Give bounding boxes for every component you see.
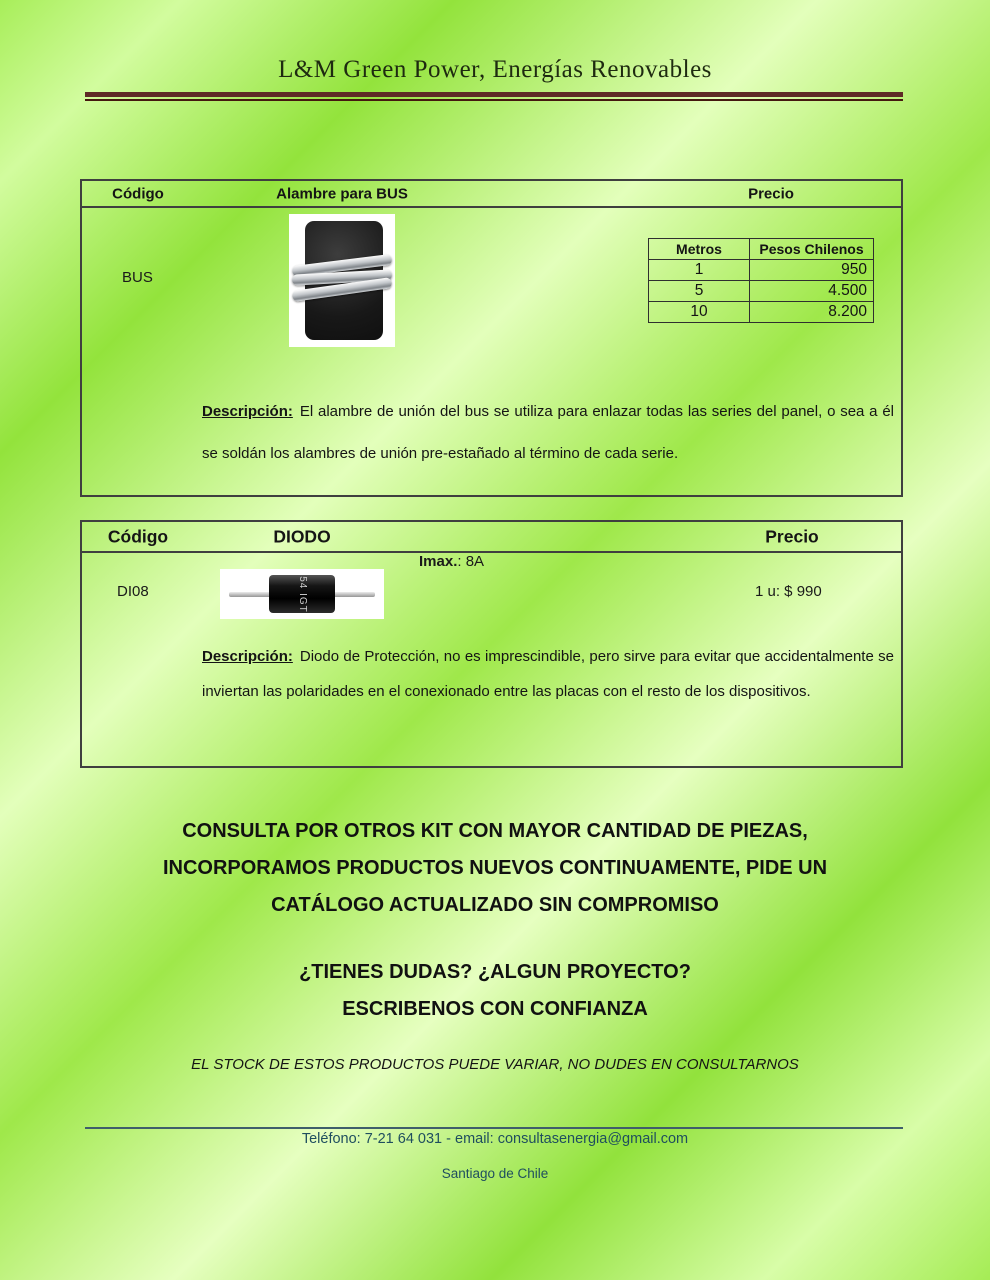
diodo-description	[202, 639, 894, 709]
diodo-table-header-row	[82, 522, 901, 553]
diode-photo	[220, 569, 384, 619]
price-col-metros: Metros	[649, 239, 750, 260]
price-cell-pesos: 950	[750, 260, 874, 281]
bus-description	[202, 391, 894, 475]
diodo-imax-spec	[419, 553, 484, 570]
price-cell-metros: 5	[649, 281, 750, 302]
diode-body	[269, 575, 335, 613]
price-cell-pesos: 4.500	[750, 281, 874, 302]
header-divider-thin-line	[85, 99, 903, 101]
description-label: Descripción:	[202, 403, 293, 420]
bus-header-precio: Precio	[748, 185, 794, 202]
imax-value: : 8A	[457, 553, 485, 570]
description-label: Descripción:	[202, 648, 293, 665]
promo-dudas-block	[0, 954, 990, 1028]
footer-divider	[85, 1127, 903, 1129]
promo-line: ESCRIBENOS CON CONFIANZA	[342, 998, 648, 1020]
price-cell-metros: 1	[649, 260, 750, 281]
stock-disclaimer: EL STOCK DE ESTOS PRODUCTOS PUEDE VARIAR, NO DUDES EN CONSULTARNOS	[191, 1056, 799, 1073]
diodo-price: 1 u: $ 990	[755, 583, 822, 600]
diodo-product-table	[80, 520, 903, 768]
promo-line: INCORPORAMOS PRODUCTOS NUEVOS CONTINUAMENTE, PIDE UN	[162, 857, 828, 879]
price-table-header-row	[649, 239, 874, 260]
header-divider	[85, 92, 903, 101]
price-col-pesos: Pesos Chilenos	[750, 239, 874, 260]
description-text: Diodo de Protección, no es imprescindible, pero sirve para evitar que accidentalmente se inviertan las polaridades en el conexionado entre las placas con el resto de los dispositivos.	[202, 648, 894, 700]
bus-product-table	[80, 179, 903, 497]
price-table-row	[649, 281, 874, 302]
price-cell-metros: 10	[649, 302, 750, 323]
header-divider-thick-line	[85, 92, 903, 97]
bus-wire-photo	[289, 214, 395, 347]
price-cell-pesos: 8.200	[750, 302, 874, 323]
page-title: L&M Green Power, Energías Renovables	[278, 56, 712, 83]
promo-line: CATÁLOGO ACTUALIZADO SIN COMPROMISO	[271, 894, 719, 916]
bus-code: BUS	[122, 269, 153, 286]
price-table-row	[649, 260, 874, 281]
description-text: El alambre de unión del bus se utiliza para enlazar todas las series del panel, o sea a él se soldán los alambres de unión pre-estañado al término de cada serie.	[202, 403, 894, 462]
imax-label: Imax.	[419, 553, 458, 570]
promo-consulta-block	[0, 813, 990, 924]
bus-table-header-row	[82, 181, 901, 208]
bus-header-codigo: Código	[112, 185, 164, 202]
footer-city: Santiago de Chile	[441, 1166, 549, 1181]
price-table-row	[649, 302, 874, 323]
diodo-header-product: DIODO	[273, 526, 331, 546]
diodo-header-precio: Precio	[765, 526, 819, 546]
diode-marking-text: 54 IGT	[296, 575, 308, 613]
bus-header-product: Alambre para BUS	[276, 185, 408, 202]
diodo-header-codigo: Código	[107, 526, 169, 546]
footer-contact-info: Teléfono: 7-21 64 031 - email: consultasenergia@gmail.com	[301, 1131, 689, 1147]
promo-line: ¿TIENES DUDAS? ¿ALGUN PROYECTO?	[299, 961, 691, 983]
bus-price-table	[648, 238, 874, 323]
promo-line: CONSULTA POR OTROS KIT CON MAYOR CANTIDAD DE PIEZAS,	[182, 820, 808, 842]
diodo-code: DI08	[117, 583, 149, 600]
